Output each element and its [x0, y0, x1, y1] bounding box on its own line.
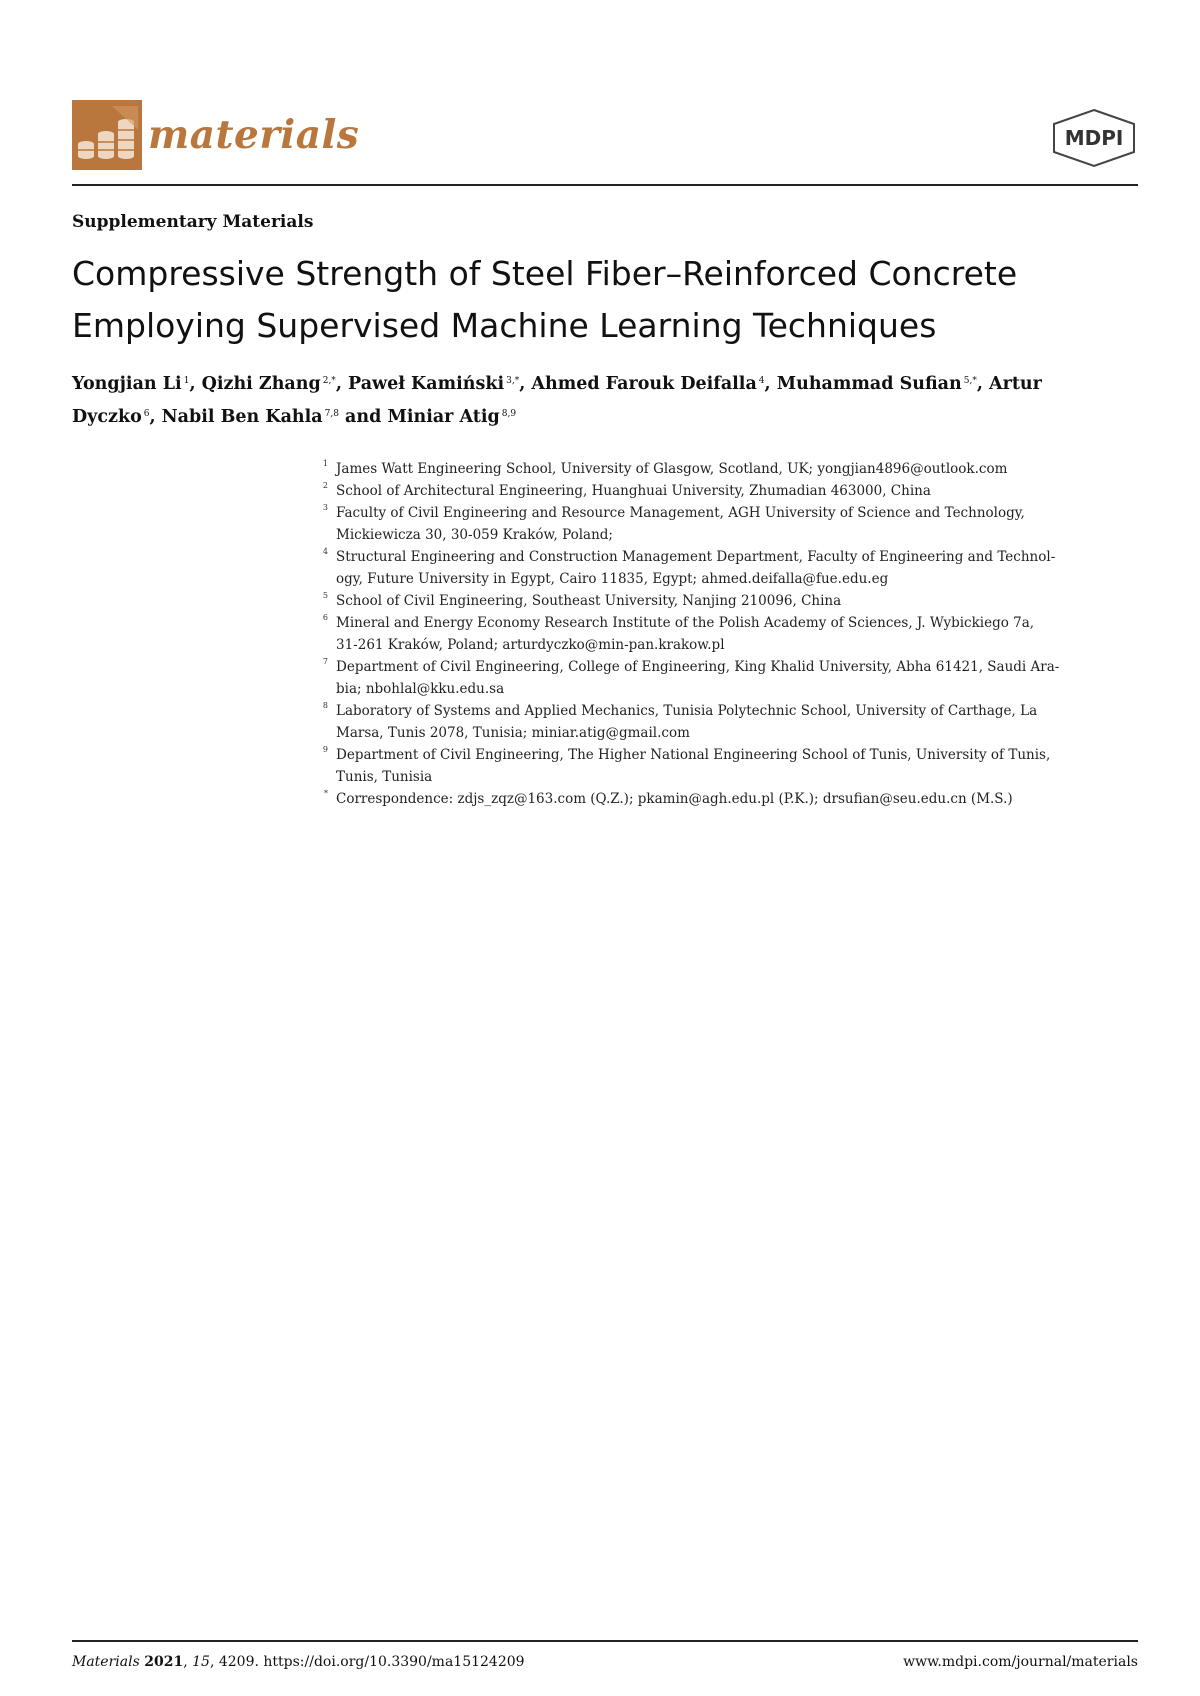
author-separator: , [335, 374, 348, 394]
affiliation-number: 9 [322, 745, 328, 754]
affiliation-text: James Watt Engineering School, University of Glasgow, Scotland, UK; yongjian4896@outlook.com [336, 461, 1008, 477]
mdpi-logo[interactable] [1050, 108, 1138, 168]
author-separator: , [189, 374, 202, 394]
affiliation-text: Faculty of Civil Engineering and Resource Management, AGH University of Science and Technology, [336, 505, 1025, 521]
footer-rule [72, 1640, 1138, 1642]
affiliation-text: Marsa, Tunis 2078, Tunisia; miniar.atig@gmail.com [336, 725, 690, 741]
affiliation-text: School of Civil Engineering, Southeast University, Nanjing 210096, China [336, 593, 842, 609]
page-header [72, 100, 1138, 185]
affiliation-item [322, 546, 1126, 590]
citation-volume: 15 [192, 1654, 210, 1670]
author-affiliation-marker: 1 [183, 376, 190, 386]
author-name[interactable]: Artur Dyczko [72, 374, 1042, 427]
title-line: Compressive Strength of Steel Fiber–Reinforced Concrete [72, 254, 1018, 293]
affiliation-number: 8 [322, 701, 328, 710]
affiliation-list [322, 458, 1126, 810]
citation-journal: Materials [72, 1654, 140, 1670]
article-title [72, 248, 1132, 352]
affiliation-text: Mickiewicza 30, 30-059 Kraków, Poland; [336, 527, 613, 543]
citation-year: 2021 [144, 1654, 184, 1670]
journal-website-link[interactable]: www.mdpi.com/journal/materials [903, 1654, 1138, 1670]
affiliation-text: Correspondence: zdjs_zqz@163.com (Q.Z.); pkamin@agh.edu.pl (P.K.); drsufian@seu.edu.cn (M.S.) [336, 791, 1013, 807]
affiliation-text: Tunis, Tunisia [336, 769, 433, 785]
doi-link[interactable]: https://doi.org/10.3390/ma15124209 [263, 1654, 525, 1670]
author-affiliation-marker: 3,* [506, 376, 520, 386]
affiliation-item [322, 458, 1126, 480]
author-name[interactable]: Yongjian Li [72, 374, 182, 394]
affiliation-text: School of Architectural Engineering, Huanghuai University, Zhumadian 463000, China [336, 483, 931, 499]
title-line: Employing Supervised Machine Learning Techniques [72, 306, 937, 345]
author-affiliation-marker: 2,* [322, 376, 336, 386]
affiliation-number: 2 [322, 481, 328, 490]
affiliation-text: Laboratory of Systems and Applied Mechanics, Tunisia Polytechnic School, University of Carthage, La [336, 703, 1038, 719]
affiliation-number: 1 [322, 459, 328, 468]
author-affiliation-marker: 5,* [963, 376, 977, 386]
affiliation-text: Department of Civil Engineering, College of Engineering, King Khalid University, Abha 61421, Saudi Ara- [336, 659, 1060, 675]
affiliation-number: 4 [322, 547, 328, 556]
affiliation-text: bia; nbohlal@kku.edu.sa [336, 681, 505, 697]
author-name[interactable]: Muhammad Sufian [776, 374, 962, 394]
affiliation-number: 5 [322, 591, 328, 600]
affiliation-item [322, 744, 1126, 788]
journal-logo-icon [72, 100, 142, 170]
affiliation-item [322, 590, 1126, 612]
author-affiliation-marker: 6 [143, 409, 150, 419]
affiliation-item [322, 480, 1126, 502]
article-type: Supplementary Materials [72, 212, 314, 232]
affiliation-item [322, 656, 1126, 700]
author-affiliation-marker: 7,8 [324, 409, 339, 419]
author-name[interactable]: Miniar Atig [387, 407, 500, 427]
affiliation-item [322, 502, 1126, 546]
affiliation-number: 3 [322, 503, 328, 512]
author-list [72, 366, 1138, 432]
affiliation-text: Department of Civil Engineering, The Higher National Engineering School of Tunis, University of Tunis, [336, 747, 1051, 763]
affiliation-text: Structural Engineering and Construction Management Department, Faculty of Engineering and Technol- [336, 549, 1056, 565]
affiliation-text: 31-261 Kraków, Poland; arturdyczko@min-pan.krakow.pl [336, 637, 725, 653]
author-name[interactable]: Ahmed Farouk Deifalla [531, 374, 757, 394]
author-separator: , [976, 374, 990, 394]
author-separator: , [764, 374, 777, 394]
author-separator: , [519, 374, 532, 394]
author-name[interactable]: Nabil Ben Kahla [161, 407, 323, 427]
author-name[interactable]: Paweł Kamiński [348, 374, 505, 394]
author-separator: and [338, 407, 388, 427]
journal-name: materials [148, 112, 360, 158]
citation: Materials 2021, 15, 4209. https://doi.org/10.3390/ma15124209 [72, 1654, 525, 1670]
affiliation-number: 7 [322, 657, 328, 666]
mdpi-logo-text: MDPI [1064, 126, 1124, 150]
affiliation-number: 6 [322, 613, 328, 622]
header-rule [72, 184, 1138, 186]
citation-article: 4209 [218, 1654, 255, 1670]
affiliation-number: * [324, 789, 328, 798]
affiliation-item [322, 700, 1126, 744]
author-separator: , [149, 407, 162, 427]
affiliation-item [322, 612, 1126, 656]
affiliation-text: Mineral and Energy Economy Research Institute of the Polish Academy of Sciences, J. Wybickiego 7a, [336, 615, 1035, 631]
affiliation-item [324, 788, 1126, 810]
author-affiliation-marker: 8,9 [501, 409, 517, 419]
journal-logo[interactable] [72, 100, 359, 170]
author-name[interactable]: Qizhi Zhang [201, 374, 321, 394]
affiliation-text: ogy, Future University in Egypt, Cairo 11835, Egypt; ahmed.deifalla@fue.edu.eg [336, 571, 889, 587]
author-affiliation-marker: 4 [758, 376, 765, 386]
